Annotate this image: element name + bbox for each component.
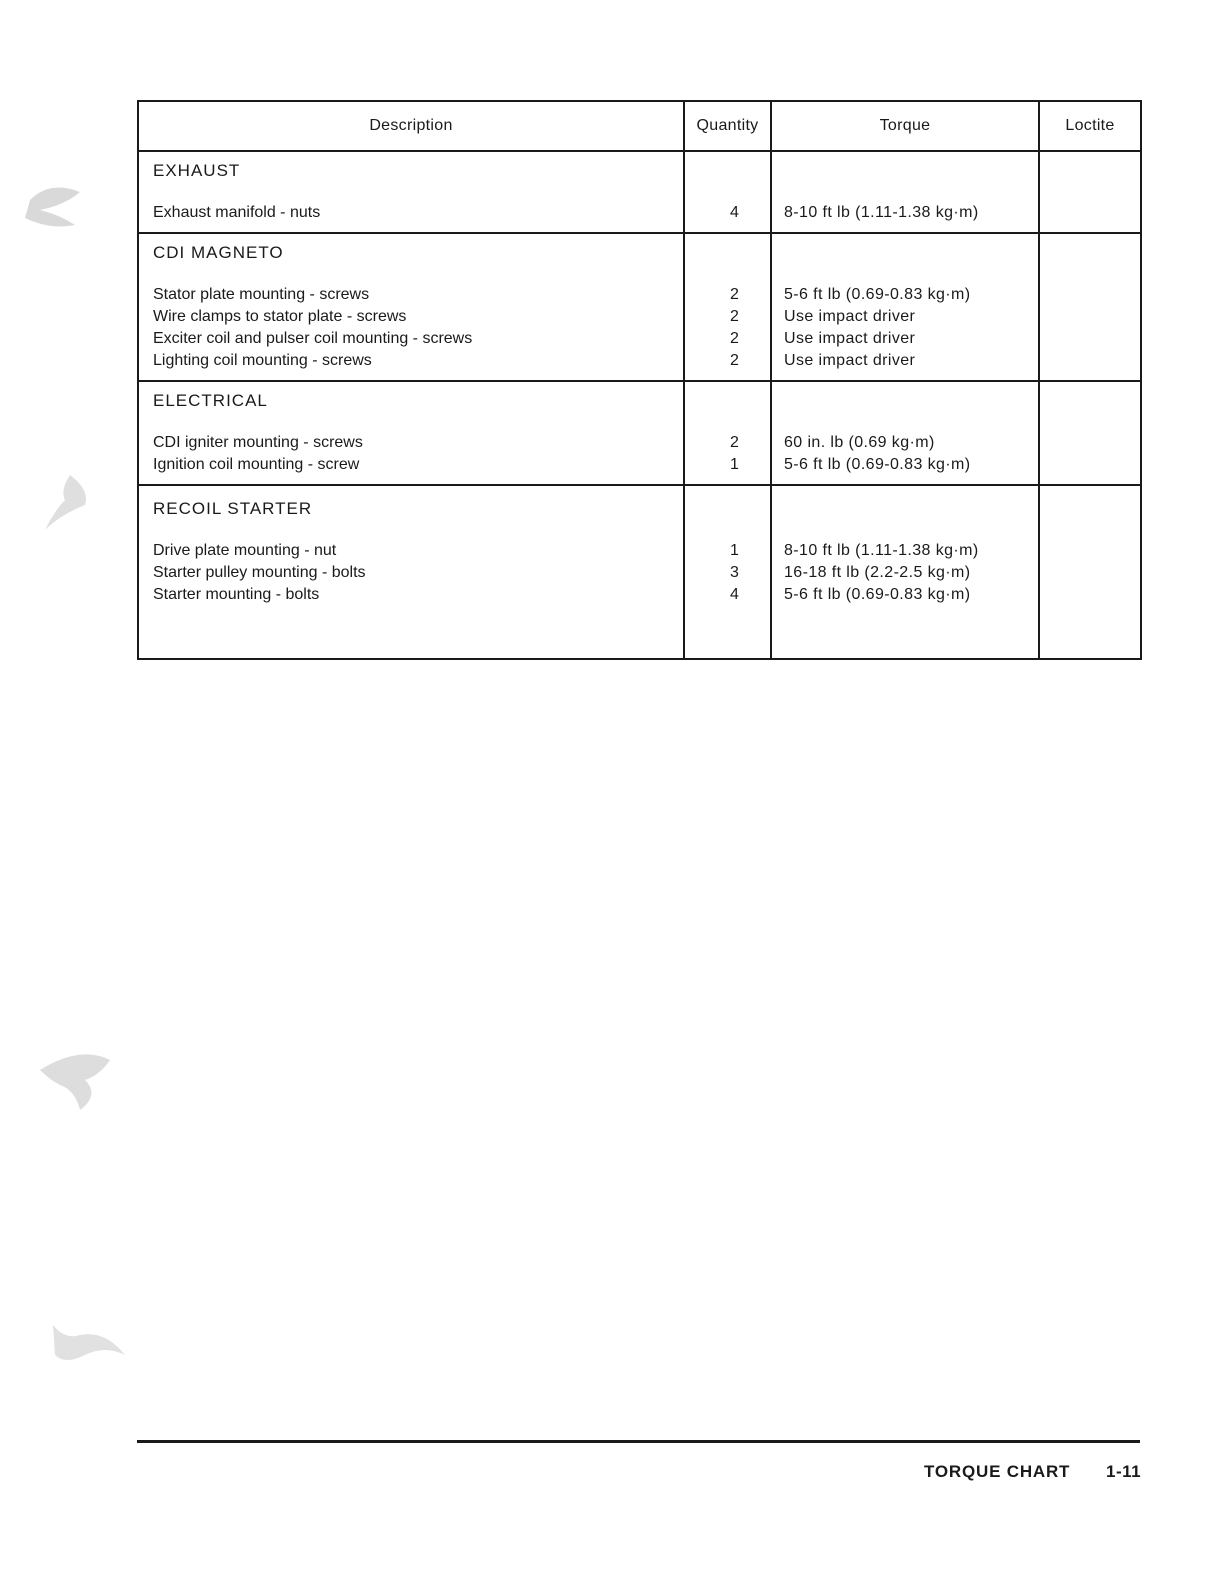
description-cell [138, 381, 684, 485]
quantity-cell [684, 151, 771, 233]
page-number: 1-11 [1106, 1462, 1142, 1481]
scan-smudge [20, 470, 100, 540]
section-title: RECOIL STARTER [153, 499, 313, 518]
row-torque: 5-6 ft lb (0.69-0.83 kg·m) [784, 456, 971, 473]
row-quantity: 2 [730, 308, 739, 325]
section-title: ELECTRICAL [153, 391, 268, 410]
row-quantity: 2 [730, 330, 739, 347]
row-torque: 5-6 ft lb (0.69-0.83 kg·m) [784, 586, 971, 603]
row-quantity: 1 [730, 456, 739, 473]
section-electrical [138, 381, 1141, 485]
row-description: Ignition coil mounting - screw [153, 456, 360, 473]
row-description: Lighting coil mounting - screws [153, 352, 372, 369]
torque-cell [771, 151, 1039, 233]
quantity-cell [684, 233, 771, 381]
row-description: Exciter coil and pulser coil mounting - screws [153, 330, 473, 347]
section-exhaust [138, 151, 1141, 233]
scan-smudge [45, 1315, 135, 1385]
row-torque: 8-10 ft lb (1.11-1.38 kg·m) [784, 204, 979, 221]
torque-cell [771, 485, 1039, 659]
header-description: Description [138, 101, 684, 151]
footer-rule [137, 1440, 1140, 1443]
row-quantity: 3 [730, 564, 739, 581]
loctite-cell [1039, 381, 1141, 485]
row-torque: Use impact driver [784, 308, 916, 325]
description-cell [138, 151, 684, 233]
row-description: Starter pulley mounting - bolts [153, 564, 366, 581]
quantity-cell [684, 485, 771, 659]
row-description: Drive plate mounting - nut [153, 542, 337, 559]
section-recoil-starter [138, 485, 1141, 659]
header-quantity: Quantity [684, 101, 771, 151]
scan-smudge [10, 170, 90, 240]
row-quantity: 4 [730, 586, 739, 603]
section-title: CDI MAGNETO [153, 243, 284, 262]
scan-smudge [30, 1040, 120, 1120]
row-description: Starter mounting - bolts [153, 586, 320, 603]
table-header-row [138, 101, 1141, 151]
row-torque: 16-18 ft lb (2.2-2.5 kg·m) [784, 564, 971, 581]
row-torque: Use impact driver [784, 330, 916, 347]
quantity-cell [684, 381, 771, 485]
torque-table [137, 100, 1142, 660]
row-torque: Use impact driver [784, 352, 916, 369]
footer-section-title: TORQUE CHART [924, 1462, 1071, 1481]
row-torque: 60 in. lb (0.69 kg·m) [784, 434, 935, 451]
row-description: CDI igniter mounting - screws [153, 434, 363, 451]
row-quantity: 2 [730, 352, 739, 369]
torque-cell [771, 233, 1039, 381]
row-quantity: 1 [730, 542, 739, 559]
row-torque: 8-10 ft lb (1.11-1.38 kg·m) [784, 542, 979, 559]
loctite-cell [1039, 485, 1141, 659]
loctite-cell [1039, 151, 1141, 233]
row-description: Wire clamps to stator plate - screws [153, 308, 407, 325]
row-quantity: 2 [730, 286, 739, 303]
header-torque: Torque [771, 101, 1039, 151]
row-quantity: 2 [730, 434, 739, 451]
header-loctite: Loctite [1039, 101, 1141, 151]
row-torque: 5-6 ft lb (0.69-0.83 kg·m) [784, 286, 971, 303]
loctite-cell [1039, 233, 1141, 381]
description-cell [138, 233, 684, 381]
row-quantity: 4 [730, 204, 739, 221]
section-title: EXHAUST [153, 161, 241, 180]
row-description: Stator plate mounting - screws [153, 286, 370, 303]
description-cell [138, 485, 684, 659]
row-description: Exhaust manifold - nuts [153, 204, 321, 221]
section-cdi-magneto [138, 233, 1141, 381]
torque-cell [771, 381, 1039, 485]
